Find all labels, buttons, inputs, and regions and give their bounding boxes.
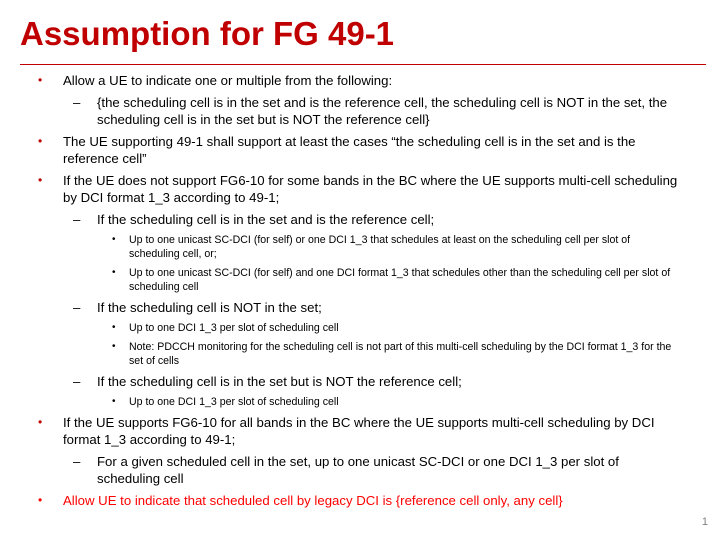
- bullet-marker: •: [38, 493, 43, 507]
- sub-sub-bullet-3-2-1: [0, 321, 720, 335]
- sub-bullet-3-1: [0, 211, 720, 228]
- bullet-1: [0, 72, 720, 89]
- bullet-text: Allow a UE to indicate one or multiple from the following:: [63, 73, 393, 88]
- sub-bullet-text: If the scheduling cell is NOT in the set;: [97, 300, 322, 315]
- bullet-list: [0, 72, 720, 514]
- sub-bullet-text: For a given scheduled cell in the set, up to one unicast SC-DCI or one DCI 1_3 per slot of scheduling cell: [97, 454, 619, 486]
- bullet-5: [0, 492, 720, 509]
- bullet-4: [0, 414, 720, 448]
- bullet-marker: •: [38, 415, 43, 429]
- sub-sub-bullet-text: Up to one unicast SC-DCI (for self) or one DCI 1_3 that schedules at least on the scheduling cell per slot of scheduling cell, or;: [129, 234, 631, 260]
- sub-sub-bullet-3-1-2: [0, 266, 720, 294]
- title-underline: [20, 64, 706, 65]
- bullet-text: Allow UE to indicate that scheduled cell by legacy DCI is {reference cell only, any cell}: [63, 493, 563, 508]
- bullet-text: The UE supporting 49-1 shall support at least the cases “the scheduling cell is in the set and is the reference cell”: [63, 134, 636, 166]
- bullet-marker: •: [38, 73, 43, 87]
- bullet-2: [0, 133, 720, 167]
- sub-sub-bullet-marker: •: [112, 267, 116, 278]
- sub-bullet-marker: –: [73, 454, 81, 469]
- sub-sub-bullet-3-2-2: [0, 340, 720, 368]
- sub-sub-bullet-marker: •: [112, 396, 116, 407]
- bullet-text: If the UE does not support FG6-10 for some bands in the BC where the UE supports multi-cell scheduling by DCI format 1_3 according to 49-1;: [63, 173, 678, 205]
- sub-sub-bullet-3-1-1: [0, 233, 720, 261]
- sub-sub-bullet-text: Note: PDCCH monitoring for the scheduling cell is not part of this multi-cell scheduling by the DCI format 1_3 for the set of cells: [129, 341, 672, 367]
- sub-bullet-text: If the scheduling cell is in the set and is the reference cell;: [97, 212, 435, 227]
- sub-bullet-3-3: [0, 373, 720, 390]
- sub-sub-bullet-text: Up to one unicast SC-DCI (for self) and one DCI format 1_3 that schedules other than the scheduling cell per slot of scheduling cell: [129, 267, 671, 293]
- bullet-marker: •: [38, 134, 43, 148]
- sub-bullet-4-1: [0, 453, 720, 487]
- sub-bullet-marker: –: [73, 95, 81, 110]
- sub-sub-bullet-text: Up to one DCI 1_3 per slot of scheduling cell: [129, 396, 339, 408]
- bullet-text: If the UE supports FG6-10 for all bands in the BC where the UE supports multi-cell scheduling by DCI format 1_3 according to 49-1;: [63, 415, 655, 447]
- page-number: 1: [701, 516, 708, 528]
- sub-sub-bullet-text: Up to one DCI 1_3 per slot of scheduling cell: [129, 322, 339, 334]
- sub-sub-bullet-marker: •: [112, 341, 116, 352]
- sub-bullet-marker: –: [73, 212, 81, 227]
- sub-sub-bullet-marker: •: [112, 322, 116, 333]
- sub-bullet-1-1: [0, 94, 720, 128]
- sub-bullet-marker: –: [73, 300, 81, 315]
- bullet-3: [0, 172, 720, 206]
- slide-title: Assumption for FG 49-1: [20, 15, 395, 52]
- sub-sub-bullet-3-3-1: [0, 395, 720, 409]
- sub-sub-bullet-marker: •: [112, 234, 116, 245]
- sub-bullet-3-2: [0, 299, 720, 316]
- sub-bullet-text: If the scheduling cell is in the set but is NOT the reference cell;: [97, 374, 462, 389]
- sub-bullet-marker: –: [73, 374, 81, 389]
- sub-bullet-text: {the scheduling cell is in the set and is the reference cell, the scheduling cell is NOT in the set, the scheduling cell is in the set but is NOT the reference cell}: [97, 95, 668, 127]
- bullet-marker: •: [38, 173, 43, 187]
